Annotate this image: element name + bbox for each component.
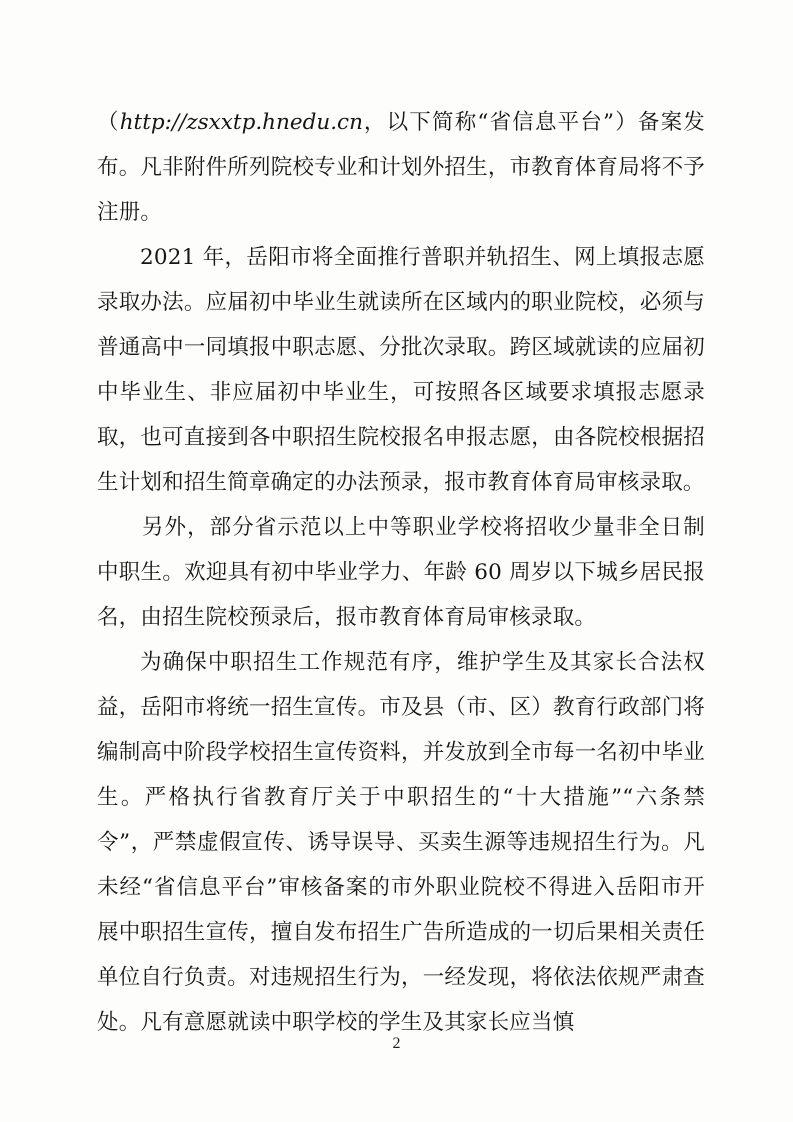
paragraph-2: 2021 年，岳阳市将全面推行普职并轨招生、网上填报志愿录取办法。应届初中毕业生就读所在区域内的职业院校，必须与普通高中一同填报中职志愿、分批次录取。跨区域就读的应届初中毕业生、非应届初中毕业生，可按照各区域要求填报志愿录取，也可直接到各中职招生院校报名申报志愿，由各院校根据招生计划和招生简章确定的办法预录，报市教育体育局审核录取。 [97,245,705,495]
paragraph-4: 为确保中职招生工作规范有序，维护学生及其家长合法权益，岳阳市将统一招生宣传。市及县（市、区）教育行政部门将编制高中阶段学校招生宣传资料，并发放到全市每一名初中毕业生。严格执行省教育厅关于中职招生的“十大措施”“六条禁令”，严禁虚假宣传、诱导误导、买卖生源等违规招生行为。凡未经“省信息平台”审核备案的市外职业院校不得进入岳阳市开展中职招生宣传，擅自发布招生广告所造成的一切后果相关责任单位自行负责。对违规招生行为，一经发现，将依法依规严肃查处。凡有意愿就读中职学校的学生及其家长应当慎 [97,650,705,1035]
paragraph-1 [97,100,705,235]
paragraph-3: 另外，部分省示范以上中等职业学校将招收少量非全日制中职生。欢迎具有初中毕业学力、年龄 60 周岁以下城乡居民报名，由招生院校预录后，报市教育体育局审核录取。 [97,515,705,630]
paragraph-1-suffix: ，以下简称“省信息平台”）备案发布。凡非附件所列院校专业和计划外招生，市教育体育局将不予注册。 [97,110,706,225]
page-number: 2 [392,1035,401,1052]
paragraph-1-prefix: （ [97,110,120,135]
platform-url: http://zsxxtp.hnedu.cn [119,110,363,135]
document-body [97,100,705,1045]
